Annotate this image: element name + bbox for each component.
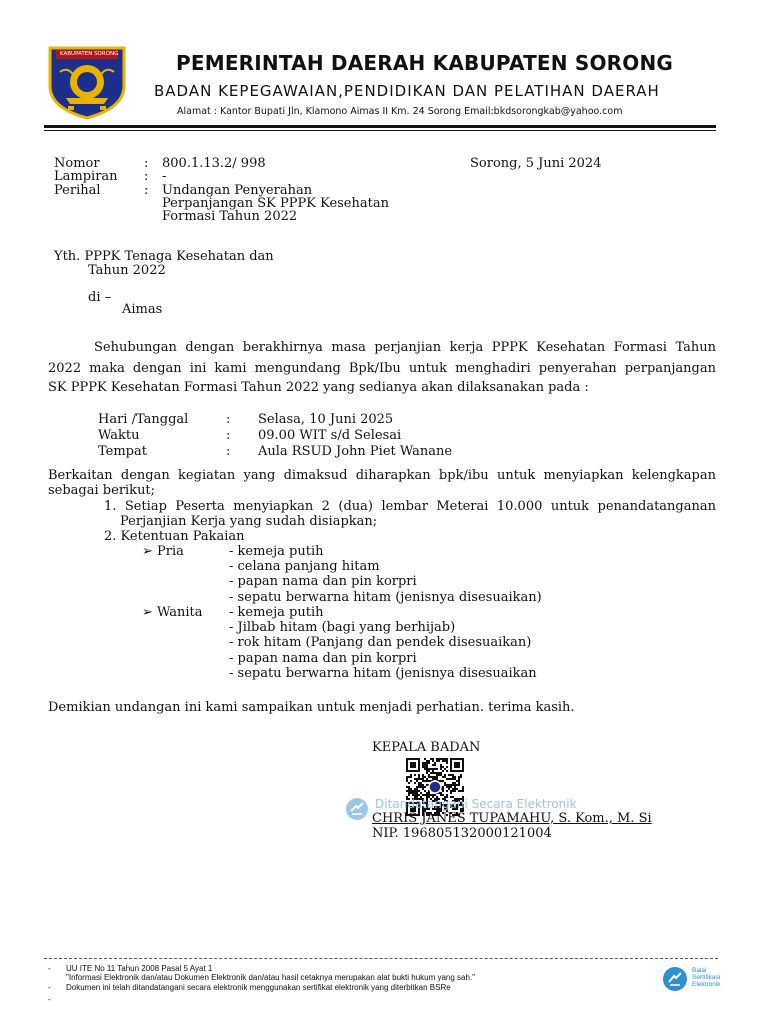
schedule-value: 09.00 WIT s/d Selesai (258, 428, 402, 443)
footer-line: "Informasi Elektronik dan/atau Dokumen Elektronik dan/atau hasil cetaknya merupakan alat bukti hukum yang sah." (66, 973, 476, 982)
footer-rule (44, 958, 718, 959)
bsre-logo-icon (662, 966, 688, 992)
wanita-item: - Jilbab hitam (bagi yang berhijab) (229, 620, 456, 635)
perihal-label: Perihal (54, 183, 101, 198)
perihal-line: Perpanjangan SK PPPK Kesehatan (162, 196, 389, 211)
recipient-di: di – (88, 290, 112, 305)
pria-item: - sepatu berwarna hitam (jenisnya disesuaikan) (229, 590, 542, 605)
schedule-colon: : (226, 444, 231, 459)
wanita-item: - rok hitam (Panjang dan pendek disesuaikan) (229, 635, 532, 650)
signatory-nip: NIP. 196805132000121004 (372, 826, 552, 841)
closing-sentence: Demikian undangan ini kami sampaikan untuk menjadi perhatian. terima kasih. (48, 700, 575, 715)
nomor-colon: : (144, 156, 149, 171)
wanita-item: - sepatu berwarna hitam (jenisnya disesuaikan (229, 666, 537, 681)
pria-item: - papan nama dan pin korpri (229, 574, 417, 589)
e-sign-icon (345, 797, 369, 821)
header-address: Alamat : Kantor Bupati Jln, Klamono Aimas II Km. 24 Sorong Email:bkdsorongkab@yahoo.com (177, 106, 623, 117)
header-title-agency: BADAN KEPEGAWAIAN,PENDIDIKAN DAN PELATIHAN DAERAH (154, 82, 660, 100)
schedule-value: Selasa, 10 Juni 2025 (258, 412, 394, 427)
recipient-line: Tahun 2022 (88, 263, 166, 278)
header-rule-thick (44, 125, 716, 128)
lampiran-value: - (162, 169, 167, 184)
bsre-logo-text: Elektronik (692, 981, 721, 988)
schedule-label: Hari /Tanggal (98, 412, 189, 427)
header-rule-thin (44, 130, 716, 131)
pria-label: ➢ Pria (142, 544, 184, 559)
signatory-title: KEPALA BADAN (372, 740, 481, 755)
footer-bullet: - (48, 964, 51, 973)
regency-logo (46, 42, 128, 120)
recipient-line: Yth. PPPK Tenaga Kesehatan dan (54, 249, 274, 264)
pria-item: - celana panjang hitam (229, 559, 380, 574)
wanita-item: - papan nama dan pin korpri (229, 651, 417, 666)
pria-item: - kemeja putih (229, 544, 324, 559)
perihal-line: Undangan Penyerahan (162, 183, 313, 198)
schedule-colon: : (226, 428, 231, 443)
schedule-label: Tempat (98, 444, 147, 459)
body-para1-line: SK PPPK Kesehatan Formasi Tahun 2022 yang sedianya akan dilaksanakan pada : (48, 380, 589, 395)
footer-line: UU ITE No 11 Tahun 2008 Pasal 5 Ayat 1 (66, 964, 213, 973)
nomor-label: Nomor (54, 156, 100, 171)
footer-bullet: - (48, 983, 51, 992)
footer-bullet: - (48, 995, 51, 1004)
body-para2-line: Berkaitan dengan kegiatan yang dimaksud diharapkan bpk/ibu untuk menyiapkan kelengkapan (48, 468, 716, 483)
perihal-colon: : (144, 183, 149, 198)
bsre-logo-text: Sertifikasi (692, 974, 721, 981)
list-item-1-cont: Perjanjian Kerja yang sudah disiapkan; (120, 514, 378, 529)
schedule-label: Waktu (98, 428, 140, 443)
lampiran-colon: : (144, 169, 149, 184)
header-title-government: PEMERINTAH DAERAH KABUPATEN SORONG (176, 51, 674, 75)
body-para1-line: 2022 maka dengan ini kami mengundang Bpk/Ibu untuk menghadiri penyerahan perpanjangan (48, 361, 716, 376)
schedule-value: Aula RSUD John Piet Wanane (258, 444, 453, 459)
nomor-value: 800.1.13.2/ 998 (162, 156, 266, 171)
signatory-name: CHRIS JANES TUPAMAHU, S. Kom., M. Si (372, 811, 652, 826)
bsre-logo-text: Balai (692, 967, 707, 974)
body-para2-line: sebagai berikut; (48, 483, 156, 498)
recipient-place: Aimas (122, 302, 163, 317)
wanita-item: - kemeja putih (229, 605, 324, 620)
wanita-label: ➢ Wanita (142, 605, 203, 620)
place-date: Sorong, 5 Juni 2024 (470, 156, 602, 171)
logo-lettering: KABUPATEN SORONG (60, 51, 119, 57)
list-item-2: 2. Ketentuan Pakaian (104, 529, 245, 544)
list-item-1: 1. Setiap Peserta menyiapkan 2 (dua) lembar Meterai 10.000 untuk penandatanganan (104, 499, 716, 514)
footer-line: Dokumen ini telah ditandatangani secara elektronik menggunakan sertifikat elektronik yang diterbitkan BSRe (66, 983, 451, 992)
e-sign-watermark: Ditandatangani Secara Elektronik (375, 797, 577, 811)
perihal-line: Formasi Tahun 2022 (162, 209, 298, 224)
lampiran-label: Lampiran (54, 169, 118, 184)
schedule-colon: : (226, 412, 231, 427)
body-para1-line: Sehubungan dengan berakhirnya masa perjanjian kerja PPPK Kesehatan Formasi Tahun (94, 340, 716, 355)
